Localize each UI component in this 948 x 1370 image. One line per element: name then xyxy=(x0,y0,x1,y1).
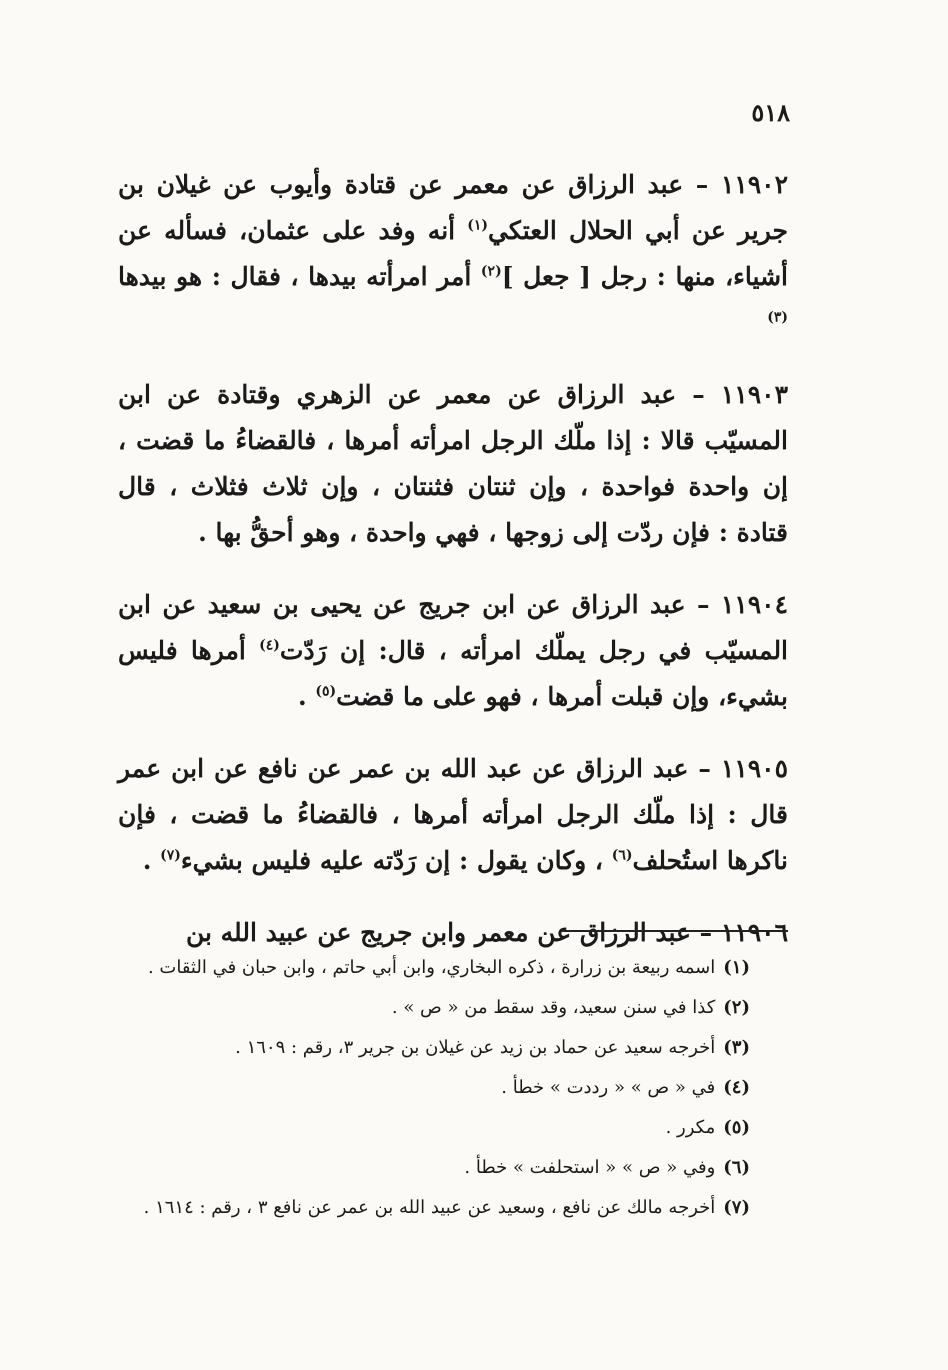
entry-text: – عبد الرزاق عن عبد الله بن عمر عن نافع عن ابن عمر قال : إذا ملّك الرجل امرأته أمرها ، فالقضاءُ ما قضت ، فإن ناكرها استُحلف xyxy=(118,754,788,875)
footnote-text: أخرجه مالك عن نافع ، وسعيد عن عبيد الله بن عمر عن نافع ٣ ، رقم : ١٦١٤ . xyxy=(143,1197,716,1218)
footnote-number: (٦) xyxy=(723,1157,750,1178)
footnote-number: (٢) xyxy=(723,997,750,1018)
footnote-7 xyxy=(110,1188,750,1228)
entry-number: ١١٩٠٣ xyxy=(720,380,788,409)
footnote-3 xyxy=(110,1028,750,1068)
footnote-ref[interactable]: (٥) xyxy=(315,683,337,700)
footnote-number: (٧) xyxy=(723,1197,750,1218)
entry-11905 xyxy=(118,746,788,884)
entry-text: . xyxy=(142,846,161,875)
main-text xyxy=(118,162,788,982)
page-number: ٥١٨ xyxy=(751,98,790,127)
footnotes-list xyxy=(110,948,750,1228)
entry-text: – عبد الرزاق عن ابن جريج عن يحيى بن سعيد عن ابن المسيّب في رجل يملّك امرأته ، قال: إن رَدّت xyxy=(118,590,789,665)
footnote-text: اسمه ربيعة بن زرارة ، ذكره البخاري، وابن أبي حاتم ، وابن حبان في الثقات . xyxy=(147,957,716,978)
entry-11903 xyxy=(118,372,788,556)
footnote-text: مكرر . xyxy=(665,1117,716,1138)
footnote-text: كذا في سنن سعيد، وقد سقط من « ص » . xyxy=(391,997,716,1018)
footnote-ref[interactable]: (٤) xyxy=(259,637,280,654)
footnote-ref[interactable]: (٣) xyxy=(767,309,788,326)
footnote-ref[interactable]: (٧) xyxy=(160,847,181,864)
footnote-number: (٣) xyxy=(723,1037,750,1058)
footnote-number: (٥) xyxy=(723,1117,750,1138)
entry-11904 xyxy=(118,582,788,720)
entry-number: ١١٩٠٥ xyxy=(720,754,788,783)
entry-number: ١١٩٠٦ xyxy=(720,918,788,947)
entry-text: . xyxy=(297,682,316,711)
entry-number: ١١٩٠٤ xyxy=(720,590,788,619)
footnote-number: (١) xyxy=(723,957,750,978)
entry-text: أمرها فليس بشيء، وإن قبلت أمرها ، فهو على ما قضت xyxy=(118,636,788,711)
entry-text: ، وكان يقول : إن رَدّته عليه فليس بشيء xyxy=(180,846,612,875)
entry-text: – عبد الرزاق عن معمر عن قتادة وأيوب عن غيلان بن جرير عن أبي الحلال العتكي xyxy=(118,170,788,245)
footnote-number: (٤) xyxy=(723,1077,750,1098)
entry-text: أنه وفد على عثمان، فسأله عن أشياء، منها : رجل [ جعل ] xyxy=(118,216,788,291)
entry-number: ١١٩٠٢ xyxy=(720,170,788,199)
footnote-text: أخرجه سعيد عن حماد بن زيد عن غيلان بن جرير ٣، رقم : ١٦٠٩ . xyxy=(235,1037,716,1058)
footnote-6 xyxy=(110,1148,750,1188)
footnote-4 xyxy=(110,1068,750,1108)
footnote-divider xyxy=(562,930,788,932)
entry-text: – عبد الرزاق عن معمر عن الزهري وقتادة عن ابن المسيّب قالا : إذا ملّك الرجل امرأته أمرها ، فالقضاءُ ما قضت ، إن واحدة فواحدة ، وإن ثنتان فثنتان ، وإن ثلاث فثلاث ، قال قتادة : فإن ردّت إلى زوجها ، فهي واحدة ، وهو أحقُّ بها . xyxy=(118,380,788,547)
entry-text: أمر امرأته بيدها ، فقال : هو بيدها xyxy=(118,262,481,291)
entry-text: – عبد الرزاق عن معمر وابن جريج عن عبيد الله بن xyxy=(185,918,721,947)
footnote-ref[interactable]: (١) xyxy=(467,217,489,234)
footnote-1 xyxy=(110,948,750,988)
footnote-5 xyxy=(110,1108,750,1148)
footnote-ref[interactable]: (٢) xyxy=(480,263,502,280)
entry-11902 xyxy=(118,162,788,346)
footnote-text: وفي « ص » « استحلفت » خطأ . xyxy=(464,1157,716,1178)
footnote-2 xyxy=(110,988,750,1028)
footnote-text: في « ص » « رددت » خطأ . xyxy=(501,1077,716,1098)
footnote-ref[interactable]: (٦) xyxy=(611,847,633,864)
